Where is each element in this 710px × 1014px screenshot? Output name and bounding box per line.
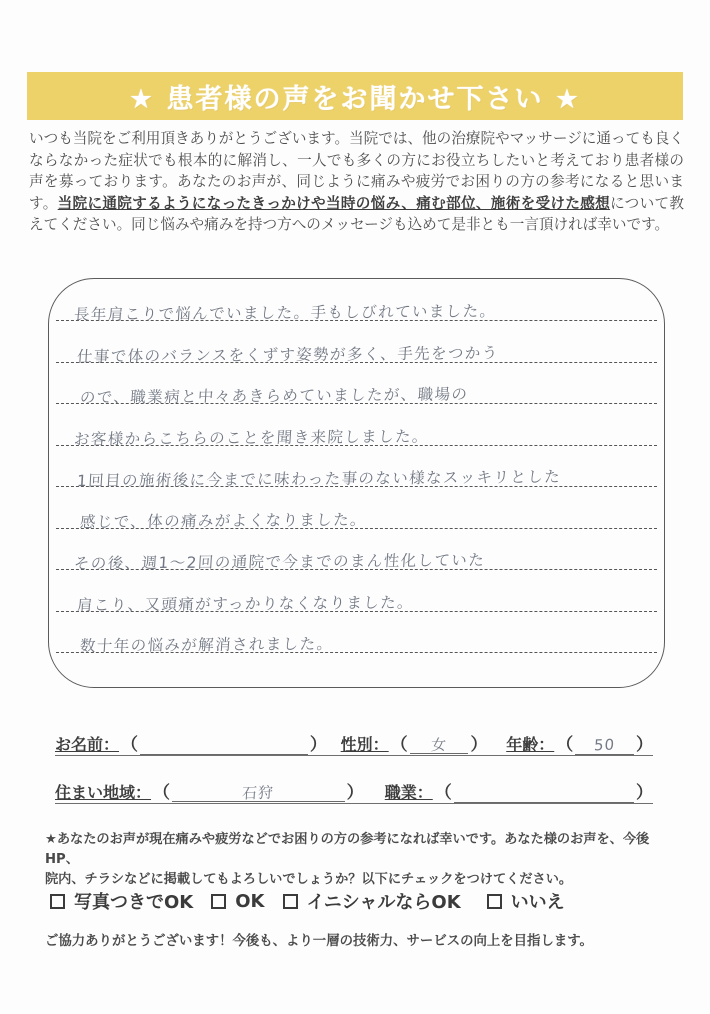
name-paren-close: ） bbox=[309, 735, 327, 755]
handwritten-line: ので、職業病と中々あきらめていましたが、職場の bbox=[79, 385, 469, 407]
name-label: お名前： bbox=[55, 735, 120, 754]
testimonial-writing-box[interactable] bbox=[48, 278, 665, 688]
age-paren-open: （ bbox=[556, 735, 574, 755]
age-label: 年齢： bbox=[506, 735, 555, 754]
checkbox-option-1[interactable] bbox=[50, 888, 193, 914]
intro-paragraph bbox=[29, 128, 684, 236]
gender-input[interactable] bbox=[410, 734, 469, 754]
checkbox-icon[interactable] bbox=[487, 894, 502, 909]
handwritten-line: 仕事で体のバランスをくずす姿勢が多く、手先をつかう bbox=[76, 343, 500, 366]
checkbox-label: 写真つきでOK bbox=[74, 892, 194, 913]
gender-paren-close: ） bbox=[470, 735, 488, 755]
form-row-personal bbox=[55, 730, 655, 756]
age-input[interactable] bbox=[575, 735, 634, 755]
gender-value: 女 bbox=[430, 735, 448, 755]
consent-line-1: ★あなたのお声が現在痛みや疲労などでお困りの方の参考になれば幸いです。あなた様のお声を、今後HP、 bbox=[45, 832, 650, 867]
handwritten-line: 感じで、体の痛みがよくなりました。 bbox=[79, 510, 368, 531]
checkbox-option-2[interactable] bbox=[211, 891, 264, 912]
checkbox-option-4[interactable] bbox=[487, 888, 565, 914]
intro-emphasis: 当院に通院するようになったきっかけや当時の悩み、痛む部位、施術を受けた感想 bbox=[57, 194, 611, 212]
age-value: 50 bbox=[593, 735, 616, 755]
form-row-area-job bbox=[55, 778, 655, 804]
job-label: 職業： bbox=[384, 783, 433, 802]
handwritten-line: 長年肩こりで悩んでいました。手もしびれていました。 bbox=[73, 302, 497, 324]
handwritten-line: その後、週1〜2回の通院で今までのまん性化していた bbox=[73, 551, 486, 573]
checkbox-icon[interactable] bbox=[211, 894, 226, 909]
consent-line-2: 院内、チラシなどに掲載してもよろしいでしょうか？以下にチェックをつけてください。 bbox=[45, 872, 573, 887]
gender-label: 性別： bbox=[340, 735, 389, 754]
checkbox-label: イニシャルならOK bbox=[306, 892, 461, 913]
publication-consent-options bbox=[50, 888, 670, 914]
handwritten-line: 肩こり、又頭痛がすっかりなくなりました。 bbox=[76, 593, 415, 614]
area-label: 住まい地域： bbox=[55, 783, 152, 802]
area-paren-close: ） bbox=[346, 783, 364, 803]
area-value: 石狩 bbox=[241, 783, 275, 803]
checkbox-option-3[interactable] bbox=[283, 888, 461, 914]
page-title: ★ 患者様の声をお聞かせ下さい ★ bbox=[128, 83, 582, 115]
job-input[interactable] bbox=[454, 783, 634, 803]
job-paren-open: （ bbox=[434, 783, 452, 803]
form-row-area-job-underline bbox=[55, 803, 653, 804]
intro-text-part1: いつも当院をご利用頂きありがとうございます。当院では、他の治療院やマッサージに通っても良くならなかった症状でも根本的に解消し、一人でも多くの方にお役立ちしたいと考えており患者様の声を募っております。あなたのお声が、同じように痛みや疲労でお困りの方の参考になると思います。 bbox=[29, 130, 684, 212]
name-input[interactable] bbox=[140, 735, 308, 755]
handwritten-line: 数十年の悩みが解消されました。 bbox=[79, 634, 335, 656]
age-paren-close: ） bbox=[636, 735, 653, 755]
footer-thanks: ご協力ありがとうございます！今後も、より一層の技術力、サービスの向上を目指します。 bbox=[45, 934, 593, 949]
job-paren-close: ） bbox=[636, 783, 653, 803]
area-input[interactable] bbox=[172, 782, 345, 802]
intro-text-part2: について教えてください。同じ悩みや痛みを持つ方へのメッセージも込めて是非とも一言頂ければ幸いです。 bbox=[29, 194, 684, 234]
checkbox-icon[interactable] bbox=[50, 894, 65, 909]
form-row-personal-underline bbox=[55, 755, 653, 756]
checkbox-label: いいえ bbox=[510, 892, 565, 913]
consent-note bbox=[45, 830, 665, 890]
name-paren-open: （ bbox=[121, 735, 139, 755]
checkbox-label: OK bbox=[235, 890, 265, 912]
gender-paren-open: （ bbox=[390, 735, 408, 755]
area-paren-open: （ bbox=[153, 783, 171, 803]
handwritten-line: お客様からこちらのことを聞き来院しました。 bbox=[73, 426, 430, 449]
checkbox-icon[interactable] bbox=[283, 894, 298, 909]
handwritten-line: 1回目の施術後に今までに味わった事のない様なスッキリとした bbox=[76, 467, 562, 491]
header-banner bbox=[27, 72, 683, 120]
